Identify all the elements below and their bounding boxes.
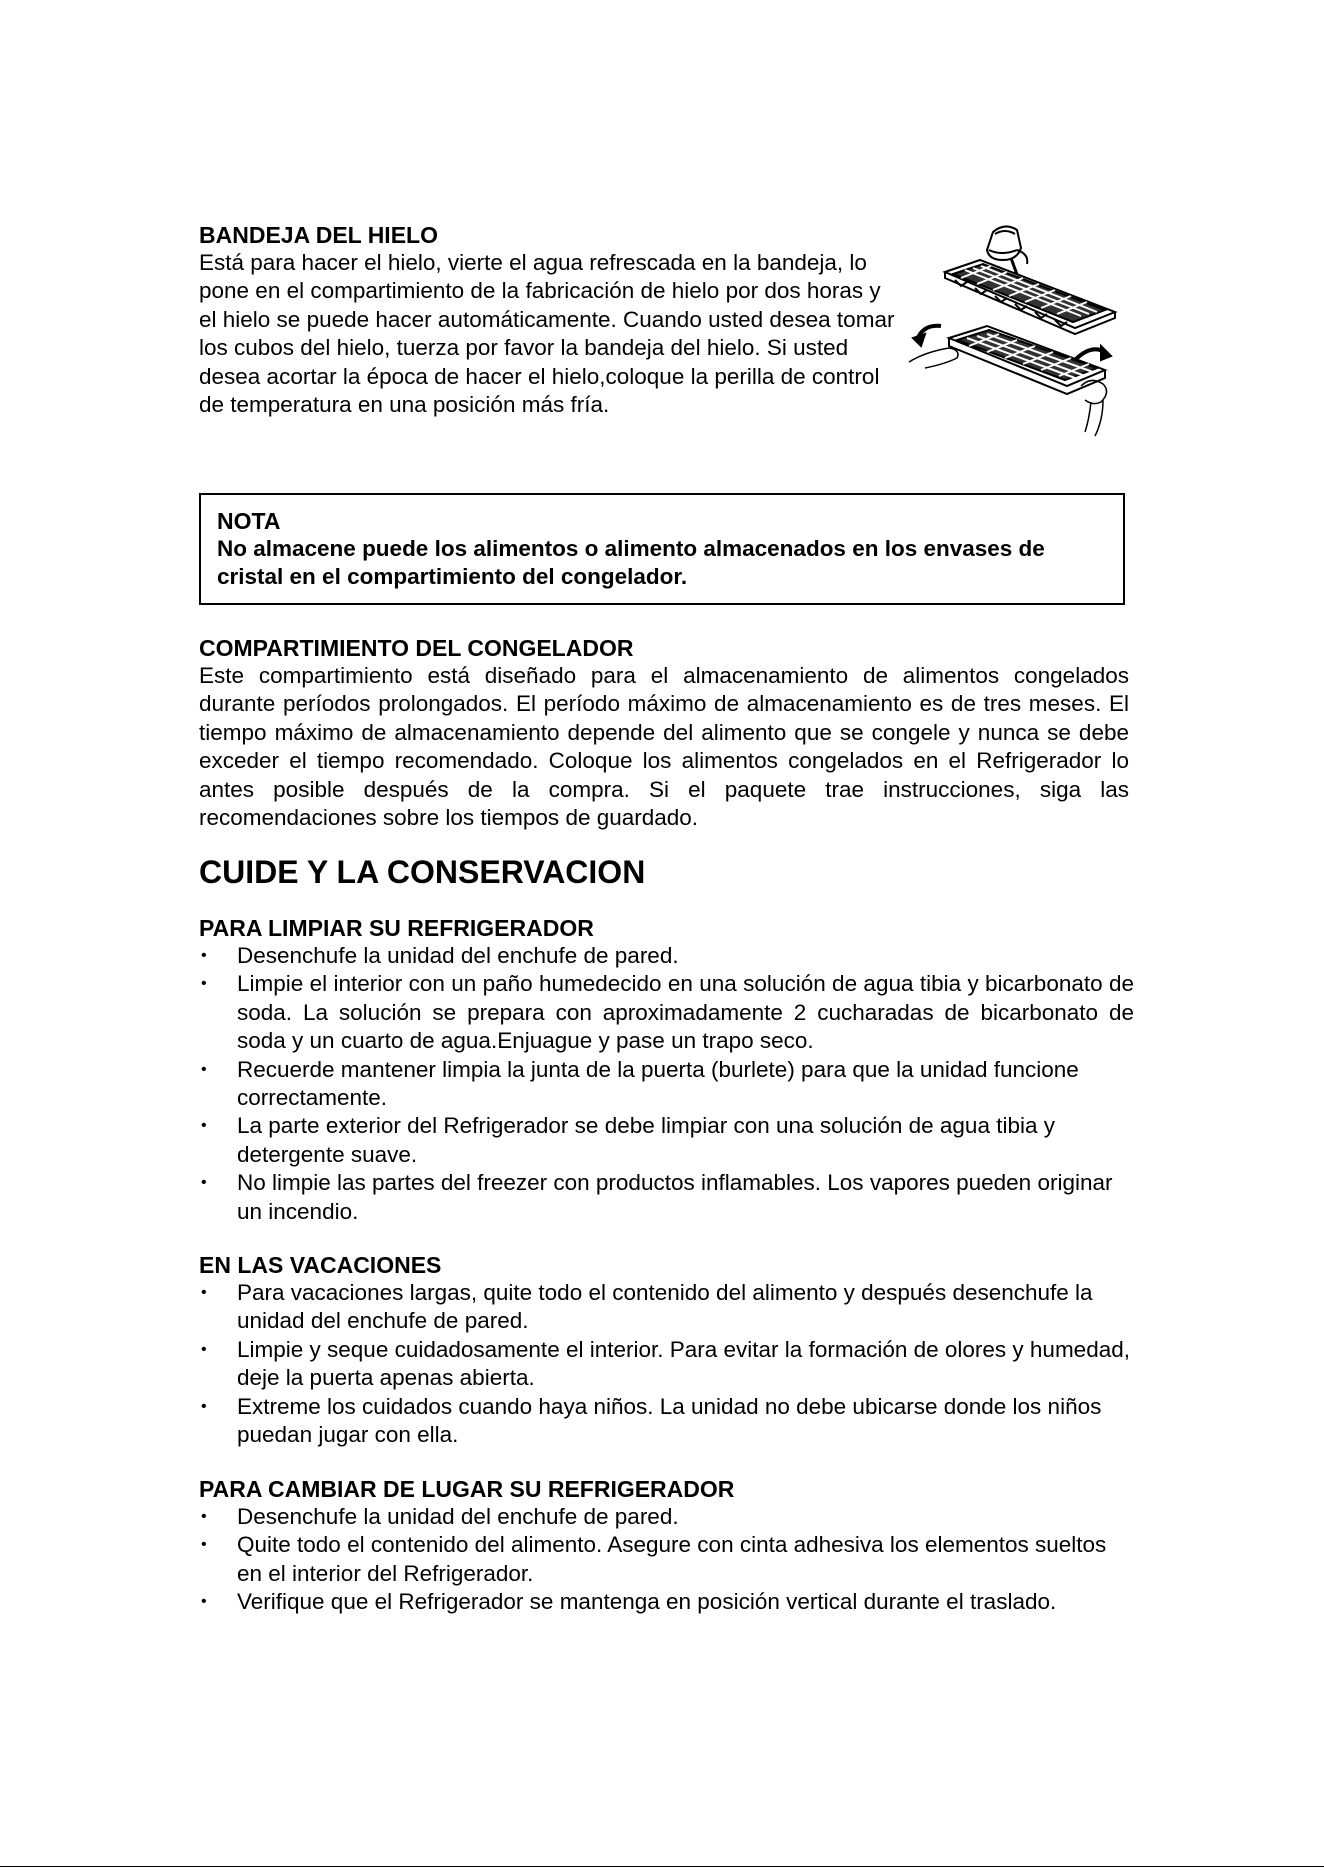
list-item-text: Verifique que el Refrigerador se mantenga en posición vertical durante el traslado.	[237, 1589, 1057, 1615]
list-item-text: La parte exterior del Refrigerador se debe limpiar con una solución de agua tibia y detergente suave.	[237, 1113, 1055, 1167]
bullet-icon: •	[201, 975, 207, 993]
list-item-text: Extreme los cuidados cuando haya niños. La unidad no debe ubicarse donde los niños puedan jugar con ella.	[237, 1393, 1102, 1448]
freezer-title: COMPARTIMIENTO DEL CONGELADOR	[199, 635, 634, 661]
cleaning-list	[199, 942, 1134, 1226]
bullet-icon: •	[201, 1508, 207, 1525]
list-item	[199, 1112, 1134, 1169]
ice-tray-title: BANDEJA DEL HIELO	[199, 222, 438, 248]
list-item	[199, 1503, 1134, 1531]
list-item	[199, 1336, 1134, 1393]
list-item	[199, 1056, 1134, 1113]
bullet-icon: •	[201, 1397, 207, 1415]
vacations-list	[199, 1279, 1134, 1449]
ice-tray-twist-icon	[909, 326, 1111, 436]
list-item-text: Desenchufe la unidad del enchufe de pared.	[237, 1504, 679, 1529]
moving-list	[199, 1503, 1134, 1617]
care-heading: CUIDE Y LA CONSERVACION	[199, 854, 646, 890]
page-bottom-rule	[0, 1866, 1324, 1867]
list-item	[199, 1588, 1134, 1616]
bullet-icon: •	[201, 1174, 207, 1192]
list-item-text: Para vacaciones largas, quite todo el contenido del alimento y después desenchufe la unidad del enchufe de pared.	[237, 1280, 1093, 1334]
list-item-text: No limpie las partes del freezer con productos inflamables. Los vapores pueden originar un incendio.	[237, 1170, 1113, 1224]
list-item	[199, 1393, 1134, 1450]
bullet-icon: •	[201, 1593, 207, 1611]
bullet-icon: •	[201, 1060, 207, 1078]
moving-title: PARA CAMBIAR DE LUGAR SU REFRIGERADOR	[199, 1476, 735, 1502]
bullet-icon: •	[201, 1340, 207, 1358]
note-title: NOTA	[217, 508, 281, 534]
vacations-title: EN LAS VACACIONES	[199, 1252, 442, 1278]
list-item-text: Limpie el interior con un paño humedecido en una solución de agua tibia y bicarbonato de soda. La solución se prepara con aproximadamente 2 cucharadas de bicarbonato de soda y un cuarto de agua.Enjuague y pase un trapo seco.	[237, 971, 1134, 1054]
list-item	[199, 942, 1134, 970]
note-text: No almacene puede los alimentos o alimento almacenados en los envases de cristal en el compartimiento del congelador.	[217, 536, 1045, 590]
list-item-text: Recuerde mantener limpia la junta de la puerta (burlete) para que la unidad funcione correctamente.	[237, 1056, 1079, 1111]
bullet-icon: •	[201, 947, 207, 964]
note-box	[199, 493, 1125, 605]
bullet-icon: •	[201, 1284, 207, 1301]
list-item	[199, 970, 1134, 1055]
ice-tray-top-icon	[945, 260, 1115, 334]
bullet-icon: •	[201, 1536, 207, 1554]
list-item-text: Quite todo el contenido del alimento. Asegure con cinta adhesiva los elementos sueltos en el interior del Refrigerador.	[237, 1532, 1107, 1586]
list-item	[199, 1531, 1134, 1588]
ice-tray-illustration	[905, 220, 1120, 478]
freezer-text: Este compartimiento está diseñado para el almacenamiento de alimentos congelados durante períodos prolongados. El período máximo de almacenamiento es de tres meses. El tiempo máximo de almacenamiento depende del alimento que se congele y nunca se debe exceder el tiempo recomendado. Coloque los alimentos congelados en el Refrigerador lo antes posible después de la compra. Si el paquete trae instrucciones, siga las recomendaciones sobre los tiempos de guardado.	[199, 663, 1129, 831]
ice-tray-text: Está para hacer el hielo, vierte el agua refrescada en la bandeja, lo pone en el compartimiento de la fabricación de hielo por dos horas y el hielo se puede hacer automáticamente. Cuando usted desea tomar los cubos del hielo, tuerza por favor la bandeja del hielo. Si usted desea acortar la época de hacer el hielo,coloque la perilla de control de temperatura en una posición más fría.	[199, 250, 895, 418]
ice-tray-drawing	[905, 220, 1120, 478]
list-item-text: Limpie y seque cuidadosamente el interior. Para evitar la formación de olores y humedad, deje la puerta apenas abierta.	[237, 1336, 1130, 1391]
cleaning-title: PARA LIMPIAR SU REFRIGERADOR	[199, 915, 594, 941]
list-item	[199, 1169, 1134, 1226]
list-item	[199, 1279, 1134, 1336]
list-item-text: Desenchufe la unidad del enchufe de pared.	[237, 943, 679, 968]
bullet-icon: •	[201, 1117, 207, 1135]
